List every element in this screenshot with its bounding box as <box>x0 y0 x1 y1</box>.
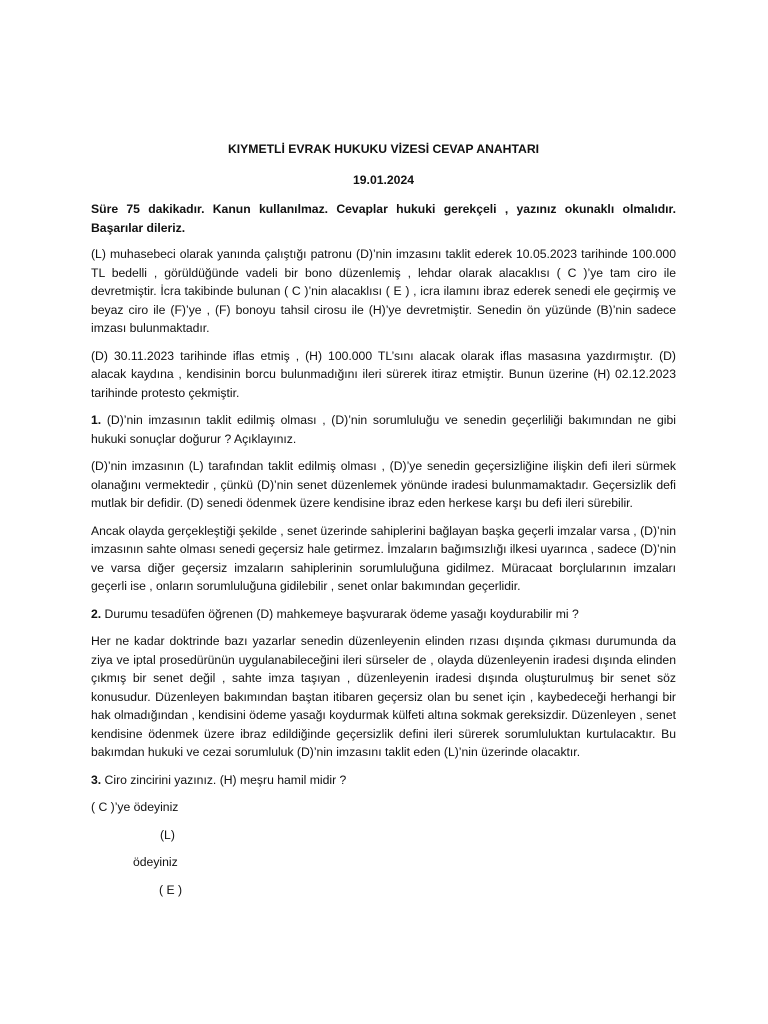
document-page <box>91 140 676 908</box>
question-1 <box>91 411 676 448</box>
question-text: (D)’nin imzasının taklit edilmiş olması , (D)’nin sorumluluğu ve senedin geçerliliği bakımından ne gibi hukuki sonuçlar doğurur ? Açıklayınız. <box>91 413 676 446</box>
question-text: Durumu tesadüfen öğrenen (D) mahkemeye başvurarak ödeme yasağı koydurabilir mi ? <box>101 606 579 621</box>
question-number: 1. <box>91 413 102 427</box>
endorsement-line-4: ( E ) <box>159 882 183 897</box>
endorsement-line-3: ödeyiniz <box>133 855 178 869</box>
question-text: Ciro zincirini yazınız. (H) meşru hamil midir ? <box>101 772 347 787</box>
question-3 <box>91 771 676 790</box>
endorsement-line-2: (L) <box>160 827 175 842</box>
question-number: 3. <box>91 772 102 787</box>
exam-instructions: Süre 75 dakikadır. Kanun kullanılmaz. Cevaplar hukuki gerekçeli , yazınız okunaklı olmalıdır. Başarılar dileriz. <box>91 202 676 235</box>
document-title: KIYMETLİ EVRAK HUKUKU VİZESİ CEVAP ANAHTARI <box>227 142 540 156</box>
answer-1-paragraph-2: Ancak olayda gerçekleştiği şekilde , senet üzerinde sahiplerini bağlayan başka geçerli imzalar varsa , (D)’nin imzasının sahte olması senedi geçersiz hale getirmez. İmzaların bağımsızlığı ilkesi uyarınca , sadece (D)’nin ve varsa diğer geçersiz imzaların sahiplerinin sorumluluğuna gidilmez. Müracaat borçlularının imzaları geçerli ise , onların sorumluluğuna gidilebilir , senet onlar bakımından geçerlidir. <box>91 523 676 593</box>
case-paragraph-1: (L) muhasebeci olarak yanında çalıştığı patronu (D)’nin imzasını taklit ederek 10.05.2023 tarihinde 100.000 TL bedelli , görüldüğünde vadeli bir bono düzenlemiş , lehdar olarak alacaklısı ( C )’ye tam ciro ile devretmiştir. İcra takibinde bulunan ( C )’nin alacaklısı ( E ) , icra ilamını ibraz ederek senedi ele geçirmiş ve beyaz ciro ile (F)’ye , (F) bonoyu tahsil cirosu ile (H)’ye devretmiştir. Senedin ön yüzünde (B)’nin sadece imzası bulunmaktadır. <box>91 247 676 335</box>
question-number: 2. <box>91 606 102 621</box>
answer-1-paragraph-1: (D)’nin imzasının (L) tarafından taklit edilmiş olması , (D)’ye senedin geçersizliğine ilişkin defi ileri sürmek olanağını vermektedir , çünkü (D)’nin senet düzenlemek yönünde iradesi bulunmamaktadır. Geçersizlik defi mutlak bir defidir. (D) senedi ödenmek üzere kendisine ibraz eden herkese karşı bu defi ileri sürebilir. <box>91 459 676 510</box>
question-2 <box>91 605 676 624</box>
answer-2-paragraph-1: Her ne kadar doktrinde bazı yazarlar senedin düzenleyenin elinden rızası dışında çıkması durumunda da ziya ve iptal prosedürünün uygulanabileceğini ileri sürseler de , olayda düzenleyenin iradesi dışında elinden çıkmış bir senet değil , sahte imza taşıyan , düzenleyenin iradesi dışında oluşturulmuş bir senet söz konusudur. Düzenleyen bakımından baştan itibaren geçersiz olan bu senet için , kaybedeceği herhangi bir hak olmadığından , kendisini ödeme yasağı koydurmak külfeti altına sokmak gereksizdir. Düzenleyen , senet kendisine ödenmek üzere ibraz edildiğinde geçersizlik defini ileri sürerek sorumluluktan kurtulacaktır. Bu bakımdan hukuki ve cezai sorumluluk (D)’nin imzasını taklit eden (L)’nin üzerinde olacaktır. <box>91 634 676 759</box>
endorsement-line-1: ( C )’ye ödeyiniz <box>91 800 179 814</box>
case-paragraph-2: (D) 30.11.2023 tarihinde iflas etmiş , (H) 100.000 TL’sını alacak olarak iflas masasına yazdırmıştır. (D) alacak kaydına , kendisinin borcu bulunmadığını ileri sürerek itiraz etmiştir. Bunun üzerine (H) 02.12.2023 tarihinde protesto çekmiştir. <box>91 348 676 400</box>
document-date: 19.01.2024 <box>353 172 414 187</box>
